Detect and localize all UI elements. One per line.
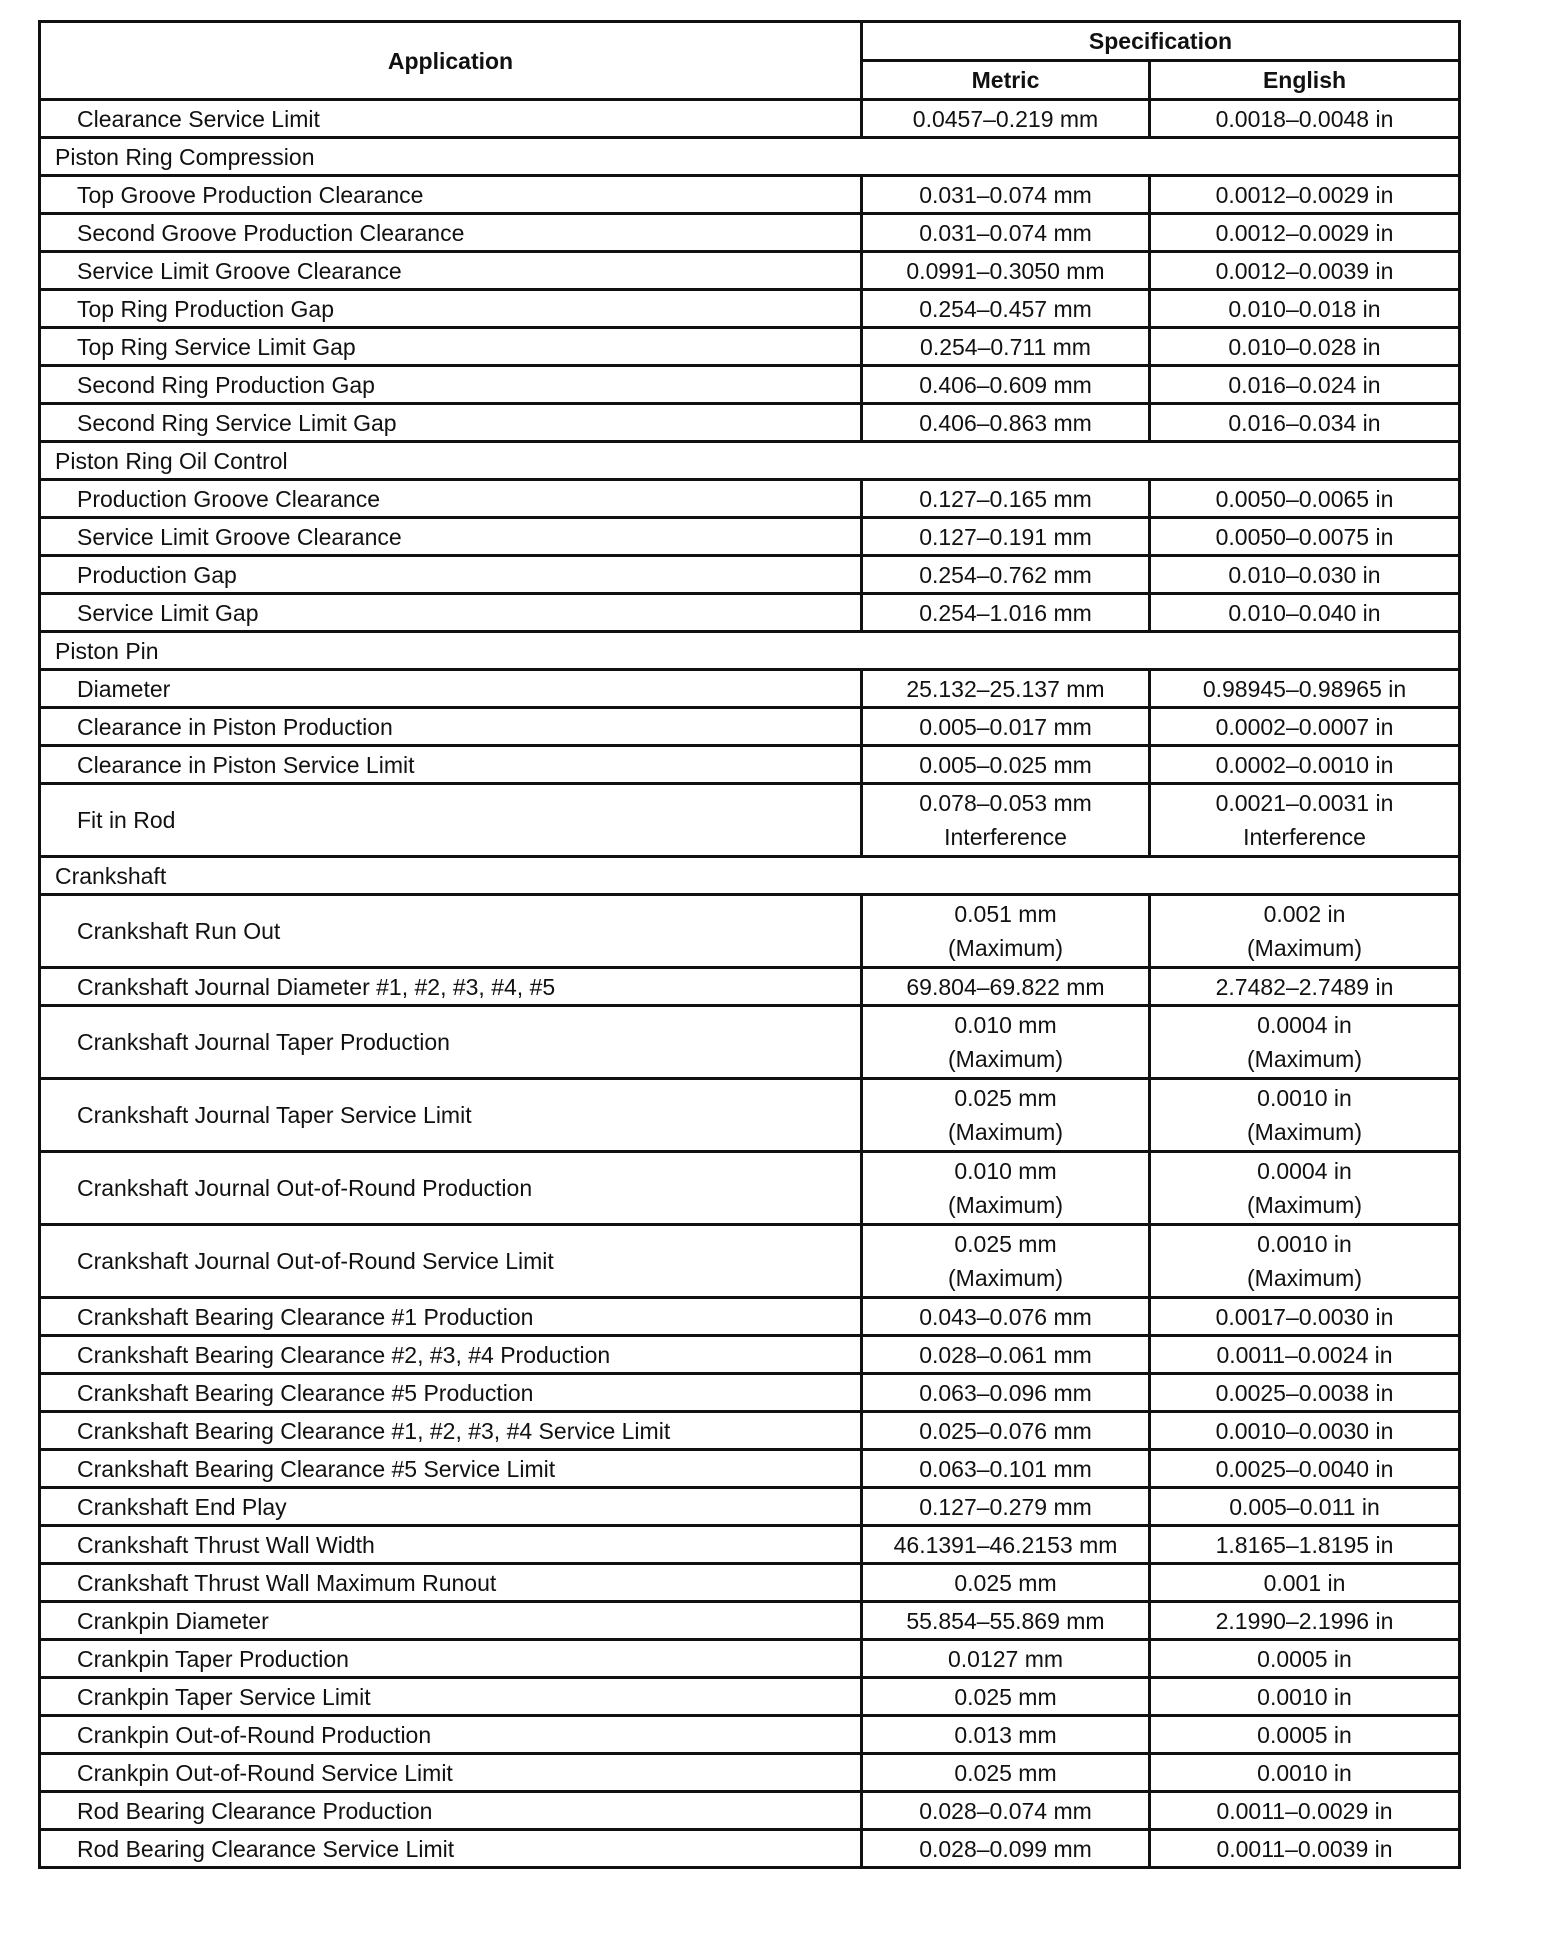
metric-cell [862, 1374, 1150, 1412]
table-row [40, 1640, 1460, 1678]
table-row [40, 1678, 1460, 1716]
english-value: (Maximum) [1247, 1119, 1362, 1145]
table-row [40, 1830, 1460, 1868]
application-cell: Clearance Service Limit [40, 100, 862, 138]
application-cell: Crankshaft Bearing Clearance #1, #2, #3, #4 Service Limit [40, 1412, 862, 1450]
english-cell [1150, 1412, 1460, 1450]
metric-cell [862, 1716, 1150, 1754]
english-cell [1150, 1374, 1460, 1412]
metric-value: 0.254–0.762 mm [919, 561, 1092, 588]
table-row [40, 746, 1460, 784]
application-cell: Rod Bearing Clearance Production [40, 1792, 862, 1830]
english-value: (Maximum) [1247, 935, 1362, 961]
metric-value: 0.254–0.457 mm [919, 295, 1092, 322]
group-label: Piston Ring Compression [40, 138, 1460, 176]
english-value: 0.0005 in [1257, 1645, 1352, 1672]
application-cell: Clearance in Piston Production [40, 708, 862, 746]
metric-cell [862, 746, 1150, 784]
english-cell [1150, 366, 1460, 404]
application-cell: Crankshaft Bearing Clearance #2, #3, #4 Production [40, 1336, 862, 1374]
english-value: 0.0050–0.0065 in [1215, 485, 1394, 512]
group-row [40, 442, 1460, 480]
metric-cell [862, 176, 1150, 214]
table-row [40, 290, 1460, 328]
table-row [40, 784, 1460, 857]
metric-value: 0.025 mm [954, 1683, 1057, 1710]
table-row [40, 1412, 1460, 1450]
english-value: 0.0004 in [1257, 1158, 1352, 1184]
metric-value: 0.406–0.609 mm [919, 371, 1092, 398]
metric-cell [862, 518, 1150, 556]
table-row [40, 1079, 1460, 1152]
english-value: 0.0012–0.0029 in [1215, 181, 1394, 208]
metric-value: Interference [944, 824, 1067, 850]
metric-cell [862, 670, 1150, 708]
application-cell: Service Limit Gap [40, 594, 862, 632]
english-cell [1150, 1830, 1460, 1868]
table-body [40, 100, 1460, 1868]
english-value: 0.010–0.030 in [1228, 561, 1381, 588]
application-cell: Top Ring Production Gap [40, 290, 862, 328]
metric-value: 0.010 mm [954, 1012, 1057, 1038]
english-value: 0.0011–0.0024 in [1216, 1341, 1393, 1368]
english-cell [1150, 670, 1460, 708]
english-cell [1150, 1336, 1460, 1374]
metric-cell [862, 1754, 1150, 1792]
application-cell: Top Groove Production Clearance [40, 176, 862, 214]
english-cell [1150, 290, 1460, 328]
english-cell [1150, 968, 1460, 1006]
table-row [40, 1225, 1460, 1298]
english-header: English [1150, 61, 1460, 100]
table-row [40, 556, 1460, 594]
english-cell [1150, 1526, 1460, 1564]
table-row [40, 366, 1460, 404]
metric-value: 0.025 mm [954, 1759, 1057, 1786]
application-cell: Top Ring Service Limit Gap [40, 328, 862, 366]
metric-cell [862, 1678, 1150, 1716]
application-cell: Crankpin Out-of-Round Production [40, 1716, 862, 1754]
english-value: 0.010–0.028 in [1228, 333, 1381, 360]
english-cell [1150, 404, 1460, 442]
table-row [40, 1374, 1460, 1412]
application-cell: Crankshaft Journal Diameter #1, #2, #3, #4, #5 [40, 968, 862, 1006]
english-cell [1150, 328, 1460, 366]
specification-header: Specification [862, 22, 1460, 61]
table-row [40, 895, 1460, 968]
metric-cell [862, 1792, 1150, 1830]
group-row [40, 857, 1460, 895]
table-row [40, 1298, 1460, 1336]
english-value: 0.010–0.018 in [1228, 295, 1381, 322]
english-value: 0.0010–0.0030 in [1215, 1417, 1394, 1444]
metric-cell [862, 100, 1150, 138]
table-row [40, 480, 1460, 518]
application-cell: Crankshaft Journal Taper Production [40, 1006, 862, 1079]
metric-header: Metric [862, 61, 1150, 100]
english-value: 2.1990–2.1996 in [1215, 1607, 1394, 1634]
metric-value: 0.051 mm [954, 901, 1057, 927]
application-cell: Production Gap [40, 556, 862, 594]
metric-cell [862, 1298, 1150, 1336]
group-label: Crankshaft [40, 857, 1460, 895]
metric-value: 0.406–0.863 mm [919, 409, 1092, 436]
metric-cell [862, 328, 1150, 366]
english-cell [1150, 1079, 1460, 1152]
metric-value: 0.025–0.076 mm [919, 1417, 1092, 1444]
table-row [40, 328, 1460, 366]
table-row [40, 1754, 1460, 1792]
metric-value: 0.028–0.099 mm [919, 1835, 1092, 1862]
table-row [40, 1336, 1460, 1374]
metric-cell [862, 556, 1150, 594]
english-value: 0.0004 in [1257, 1012, 1352, 1038]
english-value: 0.0012–0.0039 in [1215, 257, 1394, 284]
table-row [40, 1450, 1460, 1488]
metric-value: 0.025 mm [954, 1231, 1057, 1257]
application-cell: Crankshaft Bearing Clearance #5 Service Limit [40, 1450, 862, 1488]
table-row [40, 214, 1460, 252]
table-row [40, 1488, 1460, 1526]
metric-cell [862, 968, 1150, 1006]
english-value: 0.001 in [1263, 1569, 1346, 1596]
application-cell: Second Ring Production Gap [40, 366, 862, 404]
english-cell [1150, 1152, 1460, 1225]
english-value: 0.016–0.024 in [1228, 371, 1381, 398]
application-cell: Diameter [40, 670, 862, 708]
table-header [40, 22, 1460, 100]
table-row [40, 1792, 1460, 1830]
english-cell [1150, 895, 1460, 968]
metric-cell [862, 214, 1150, 252]
metric-cell [862, 1830, 1150, 1868]
english-cell [1150, 1225, 1460, 1298]
english-cell [1150, 518, 1460, 556]
table-row [40, 252, 1460, 290]
table-row [40, 670, 1460, 708]
table-row [40, 176, 1460, 214]
english-value: 0.0005 in [1257, 1721, 1352, 1748]
english-value: 0.0010 in [1257, 1683, 1352, 1710]
table-row [40, 404, 1460, 442]
metric-value: 0.127–0.191 mm [919, 523, 1092, 550]
english-cell [1150, 1678, 1460, 1716]
metric-value: 0.025 mm [954, 1085, 1057, 1111]
metric-value: 0.127–0.165 mm [919, 485, 1092, 512]
specification-table [38, 20, 1461, 1869]
metric-value: 0.031–0.074 mm [919, 181, 1092, 208]
english-value: 0.0025–0.0038 in [1215, 1379, 1394, 1406]
application-cell: Fit in Rod [40, 784, 862, 857]
metric-cell [862, 708, 1150, 746]
application-cell: Second Groove Production Clearance [40, 214, 862, 252]
table-row [40, 1526, 1460, 1564]
metric-value: 0.063–0.101 mm [919, 1455, 1092, 1482]
metric-value: 0.063–0.096 mm [919, 1379, 1092, 1406]
english-cell [1150, 1564, 1460, 1602]
metric-value: (Maximum) [948, 1192, 1063, 1218]
metric-value: (Maximum) [948, 935, 1063, 961]
english-value: 0.0010 in [1257, 1231, 1352, 1257]
english-cell [1150, 784, 1460, 857]
application-cell: Second Ring Service Limit Gap [40, 404, 862, 442]
application-cell: Crankpin Out-of-Round Service Limit [40, 1754, 862, 1792]
metric-value: 0.078–0.053 mm [919, 790, 1092, 816]
metric-value: 46.1391–46.2153 mm [893, 1531, 1118, 1558]
metric-cell [862, 1152, 1150, 1225]
metric-cell [862, 1526, 1150, 1564]
header-row-top [40, 22, 1460, 61]
application-cell: Crankpin Diameter [40, 1602, 862, 1640]
english-value: 0.0018–0.0048 in [1215, 105, 1394, 132]
metric-cell [862, 480, 1150, 518]
metric-value: 69.804–69.822 mm [906, 973, 1105, 1000]
application-cell: Service Limit Groove Clearance [40, 252, 862, 290]
metric-cell [862, 784, 1150, 857]
english-value: 0.0010 in [1257, 1759, 1352, 1786]
english-value: 0.0017–0.0030 in [1215, 1303, 1394, 1330]
english-value: (Maximum) [1247, 1046, 1362, 1072]
metric-value: 0.0457–0.219 mm [912, 105, 1099, 132]
english-value: (Maximum) [1247, 1265, 1362, 1291]
table-row [40, 1152, 1460, 1225]
application-cell: Crankshaft Bearing Clearance #5 Production [40, 1374, 862, 1412]
application-header: Application [40, 22, 862, 100]
english-value: Interference [1243, 824, 1366, 850]
group-label: Piston Ring Oil Control [40, 442, 1460, 480]
metric-value: 25.132–25.137 mm [906, 675, 1105, 702]
table-row [40, 518, 1460, 556]
english-value: 0.0021–0.0031 in [1215, 790, 1394, 816]
application-cell: Crankshaft Run Out [40, 895, 862, 968]
metric-value: 0.031–0.074 mm [919, 219, 1092, 246]
metric-cell [862, 404, 1150, 442]
english-cell [1150, 1640, 1460, 1678]
metric-value: 0.028–0.074 mm [919, 1797, 1092, 1824]
metric-value: 0.013 mm [954, 1721, 1057, 1748]
metric-cell [862, 895, 1150, 968]
metric-cell [862, 1640, 1150, 1678]
metric-value: 0.028–0.061 mm [919, 1341, 1092, 1368]
application-cell: Rod Bearing Clearance Service Limit [40, 1830, 862, 1868]
english-cell [1150, 1602, 1460, 1640]
english-value: 0.98945–0.98965 in [1202, 675, 1407, 702]
metric-cell [862, 1225, 1150, 1298]
metric-value: 0.005–0.025 mm [919, 751, 1092, 778]
table-row [40, 594, 1460, 632]
english-value: 0.0012–0.0029 in [1215, 219, 1394, 246]
metric-value: (Maximum) [948, 1046, 1063, 1072]
application-cell: Clearance in Piston Service Limit [40, 746, 862, 784]
english-cell [1150, 1792, 1460, 1830]
application-cell: Crankshaft End Play [40, 1488, 862, 1526]
application-cell: Crankshaft Journal Taper Service Limit [40, 1079, 862, 1152]
english-value: 0.0002–0.0010 in [1215, 751, 1394, 778]
table-row [40, 1602, 1460, 1640]
application-cell: Crankshaft Journal Out-of-Round Production [40, 1152, 862, 1225]
metric-cell [862, 290, 1150, 328]
table-row [40, 100, 1460, 138]
english-cell [1150, 746, 1460, 784]
english-value: 0.0002–0.0007 in [1215, 713, 1394, 740]
metric-value: (Maximum) [948, 1265, 1063, 1291]
english-cell [1150, 708, 1460, 746]
table-row [40, 968, 1460, 1006]
english-cell [1150, 1716, 1460, 1754]
english-value: 0.0050–0.0075 in [1215, 523, 1394, 550]
metric-value: 0.043–0.076 mm [919, 1303, 1092, 1330]
english-value: 0.016–0.034 in [1228, 409, 1381, 436]
metric-cell [862, 1564, 1150, 1602]
table-row [40, 708, 1460, 746]
english-value: 1.8165–1.8195 in [1215, 1531, 1394, 1558]
application-cell: Crankshaft Thrust Wall Maximum Runout [40, 1564, 862, 1602]
metric-cell [862, 1602, 1150, 1640]
metric-cell [862, 366, 1150, 404]
metric-cell [862, 252, 1150, 290]
english-cell [1150, 252, 1460, 290]
application-cell: Production Groove Clearance [40, 480, 862, 518]
english-value: 0.0011–0.0029 in [1216, 1797, 1393, 1824]
metric-cell [862, 1488, 1150, 1526]
english-cell [1150, 1488, 1460, 1526]
metric-value: 0.025 mm [954, 1569, 1057, 1596]
metric-value: 0.010 mm [954, 1158, 1057, 1184]
english-value: 0.005–0.011 in [1229, 1493, 1380, 1520]
english-value: (Maximum) [1247, 1192, 1362, 1218]
metric-cell [862, 1336, 1150, 1374]
english-cell [1150, 556, 1460, 594]
application-cell: Crankshaft Journal Out-of-Round Service Limit [40, 1225, 862, 1298]
application-cell: Service Limit Groove Clearance [40, 518, 862, 556]
english-cell [1150, 594, 1460, 632]
metric-value: 55.854–55.869 mm [906, 1607, 1105, 1634]
english-cell [1150, 1298, 1460, 1336]
english-cell [1150, 1450, 1460, 1488]
table-row [40, 1006, 1460, 1079]
metric-cell [862, 594, 1150, 632]
table-row [40, 1716, 1460, 1754]
group-label: Piston Pin [40, 632, 1460, 670]
metric-cell [862, 1412, 1150, 1450]
metric-value: 0.254–1.016 mm [919, 599, 1092, 626]
english-value: 0.0010 in [1257, 1085, 1352, 1111]
metric-cell [862, 1006, 1150, 1079]
english-value: 0.0011–0.0039 in [1216, 1835, 1393, 1862]
application-cell: Crankpin Taper Production [40, 1640, 862, 1678]
metric-value: 0.0991–0.3050 mm [906, 257, 1105, 284]
metric-value: 0.005–0.017 mm [919, 713, 1092, 740]
application-cell: Crankpin Taper Service Limit [40, 1678, 862, 1716]
english-cell [1150, 214, 1460, 252]
application-cell: Crankshaft Thrust Wall Width [40, 1526, 862, 1564]
metric-cell [862, 1079, 1150, 1152]
english-value: 0.010–0.040 in [1228, 599, 1381, 626]
english-cell [1150, 176, 1460, 214]
english-cell [1150, 1754, 1460, 1792]
metric-value: 0.0127 mm [947, 1645, 1064, 1672]
english-cell [1150, 480, 1460, 518]
metric-cell [862, 1450, 1150, 1488]
english-value: 0.002 in [1263, 901, 1346, 927]
english-value: 0.0025–0.0040 in [1215, 1455, 1394, 1482]
metric-value: 0.127–0.279 mm [919, 1493, 1092, 1520]
english-cell [1150, 100, 1460, 138]
english-value: 2.7482–2.7489 in [1215, 973, 1394, 1000]
application-cell: Crankshaft Bearing Clearance #1 Production [40, 1298, 862, 1336]
metric-value: 0.254–0.711 mm [920, 333, 1091, 360]
group-row [40, 138, 1460, 176]
metric-value: (Maximum) [948, 1119, 1063, 1145]
table-row [40, 1564, 1460, 1602]
group-row [40, 632, 1460, 670]
english-cell [1150, 1006, 1460, 1079]
